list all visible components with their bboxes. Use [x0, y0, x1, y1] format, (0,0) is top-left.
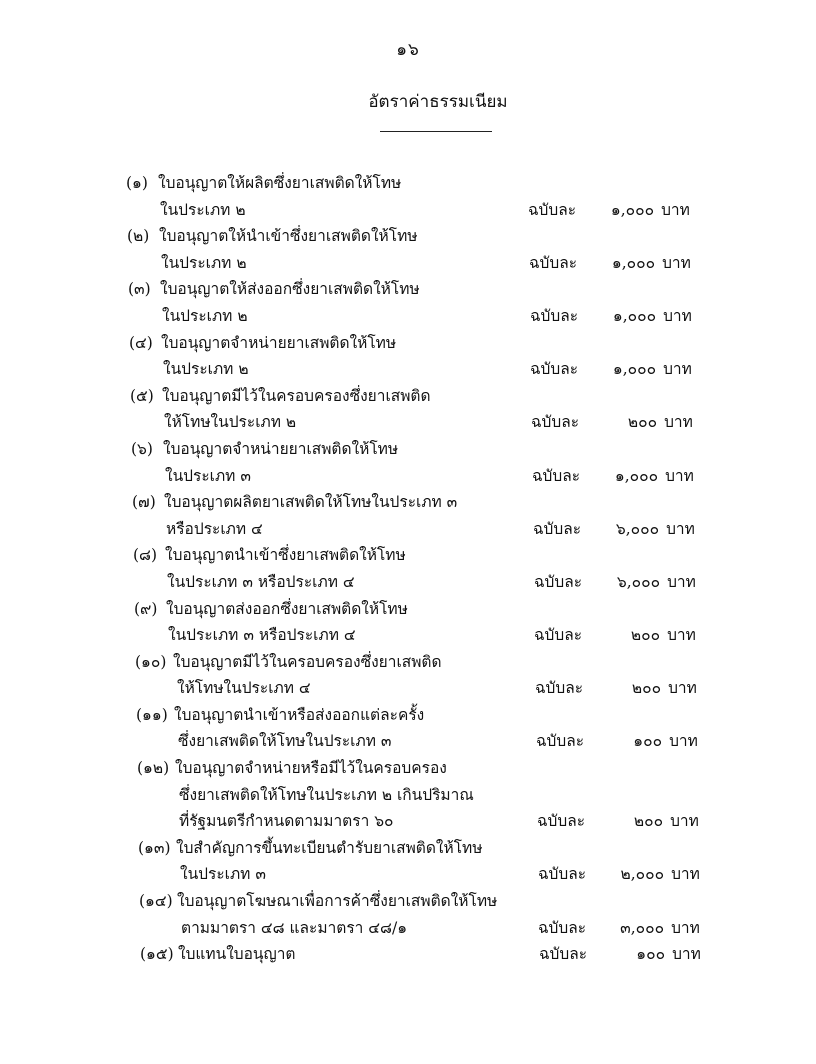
fee-unit: ฉบับละ — [538, 865, 587, 884]
item-description: ซึ่งยาเสพติดให้โทษในประเภท ๓ — [178, 732, 392, 751]
item-description: ใบอนุญาตมีไว้ในครอบครองซึ่งยาเสพติด — [162, 386, 431, 405]
fee-unit: ฉบับละ — [530, 360, 579, 379]
item-number: (๗) — [132, 493, 156, 512]
fee-unit: ฉบับละ — [537, 812, 586, 831]
fee-item — [0, 702, 816, 755]
fee-item — [0, 596, 816, 649]
item-description: ในประเภท ๓ หรือประเภท ๔ — [168, 626, 356, 645]
fee-item-line — [0, 356, 816, 383]
fee-item — [0, 649, 816, 702]
item-number: (๑๔) — [139, 892, 173, 911]
fee-item-line — [0, 303, 816, 330]
item-description: ในประเภท ๒ — [162, 306, 248, 325]
fee-currency: บาท — [662, 253, 691, 272]
item-description: ในประเภท ๒ — [160, 200, 246, 219]
item-number: (๓) — [128, 280, 151, 299]
item-description: ใบอนุญาตผลิตยาเสพติดให้โทษในประเภท ๓ — [164, 493, 458, 512]
fee-unit: ฉบับละ — [533, 519, 582, 538]
fee-item-line — [0, 941, 816, 968]
item-description: ในประเภท ๓ — [165, 466, 251, 485]
fee-item-line — [0, 861, 816, 888]
fee-amount: ๑,๐๐๐ — [610, 200, 655, 219]
item-description: ใบอนุญาตมีไว้ในครอบครองซึ่งยาเสพติด — [173, 652, 442, 671]
fee-item — [0, 542, 816, 595]
title-underline — [380, 131, 492, 132]
item-number: (๕) — [130, 386, 154, 405]
item-description: ใบอนุญาตส่งออกซึ่งยาเสพติดให้โทษ — [166, 599, 408, 618]
fee-amount: ๖,๐๐๐ — [616, 572, 661, 591]
fee-amount: ๒๐๐ — [630, 626, 661, 645]
fee-item-line — [0, 835, 816, 862]
fee-unit: ฉบับละ — [536, 732, 585, 751]
fee-unit: ฉบับละ — [534, 572, 583, 591]
fee-item-line — [0, 728, 816, 755]
fee-item — [0, 888, 816, 941]
fee-amount: ๖,๐๐๐ — [615, 519, 660, 538]
fee-currency: บาท — [663, 306, 692, 325]
item-description: ใบอนุญาตจำหน่ายยาเสพติดให้โทษ — [161, 333, 397, 352]
fee-item-line — [0, 223, 816, 250]
item-number: (๑๐) — [135, 652, 167, 671]
fee-rate — [536, 728, 698, 755]
fee-currency: บาท — [670, 812, 699, 831]
fee-amount: ๓,๐๐๐ — [620, 918, 665, 937]
fee-rate — [534, 622, 696, 649]
fee-item-line — [0, 569, 816, 596]
item-description: ใบอนุญาตจำหน่ายยาเสพติดให้โทษ — [163, 439, 399, 458]
fee-list — [0, 170, 816, 968]
fee-currency: บาท — [667, 572, 696, 591]
fee-unit: ฉบับละ — [530, 306, 579, 325]
fee-currency: บาท — [668, 679, 697, 698]
page-title: อัตราค่าธรรมเนียม — [368, 92, 508, 112]
fee-rate — [528, 197, 690, 224]
fee-item-line — [0, 808, 816, 835]
item-description: ให้โทษในประเภท ๔ — [177, 679, 311, 698]
item-description: ซึ่งยาเสพติดให้โทษในประเภท ๒ เกินปริมาณ — [179, 785, 474, 804]
fee-amount: ๒๐๐ — [633, 812, 664, 831]
fee-item-line — [0, 250, 816, 277]
fee-item-line — [0, 330, 816, 357]
fee-item-line — [0, 675, 816, 702]
fee-amount: ๒,๐๐๐ — [620, 865, 665, 884]
fee-rate — [532, 463, 694, 490]
fee-unit: ฉบับละ — [539, 945, 588, 964]
item-number: (๒) — [127, 227, 150, 246]
fee-currency: บาท — [671, 918, 700, 937]
fee-item — [0, 276, 816, 329]
fee-unit: ฉบับละ — [538, 918, 587, 937]
item-description: ในประเภท ๓ หรือประเภท ๔ — [167, 572, 355, 591]
fee-item-line — [0, 383, 816, 410]
fee-item — [0, 755, 816, 835]
fee-amount: ๑,๐๐๐ — [611, 253, 656, 272]
item-description: ใบแทนใบอนุญาต — [178, 945, 296, 964]
fee-currency: บาท — [669, 732, 698, 751]
item-number: (๑๕) — [140, 945, 174, 964]
fee-currency: บาท — [663, 360, 692, 379]
item-description: ใบอนุญาตให้นำเข้าซึ่งยาเสพติดให้โทษ — [159, 227, 418, 246]
item-description: ใบอนุญาตให้ส่งออกซึ่งยาเสพติดให้โทษ — [160, 280, 420, 299]
item-description: ใบสำคัญการขึ้นทะเบียนตำรับยาเสพติดให้โทษ — [176, 838, 483, 857]
item-description: ใบอนุญาตให้ผลิตซึ่งยาเสพติดให้โทษ — [158, 174, 402, 192]
item-number: (๑) — [126, 174, 148, 192]
fee-rate — [537, 808, 699, 835]
item-description: ใบอนุญาตจำหน่ายหรือมีไว้ในครอบครอง — [175, 759, 447, 778]
item-number: (๙) — [134, 599, 158, 618]
fee-unit: ฉบับละ — [531, 413, 580, 432]
fee-item-line — [0, 489, 816, 516]
item-description: หรือประเภท ๔ — [166, 519, 263, 538]
fee-currency: บาท — [664, 413, 693, 432]
item-number: (๔) — [129, 333, 153, 352]
item-number: (๑๒) — [137, 759, 170, 778]
fee-item-line — [0, 888, 816, 915]
fee-amount: ๑,๐๐๐ — [612, 306, 657, 325]
fee-rate — [530, 303, 692, 330]
fee-unit: ฉบับละ — [528, 200, 577, 219]
item-number: (๘) — [133, 546, 158, 565]
fee-rate — [539, 941, 701, 968]
fee-item-line — [0, 755, 816, 782]
item-description: ใบอนุญาตนำเข้าหรือส่งออกแต่ละครั้ง — [174, 705, 425, 724]
fee-unit: ฉบับละ — [535, 679, 584, 698]
fee-currency: บาท — [665, 466, 694, 485]
item-description: ในประเภท ๒ — [161, 253, 247, 272]
fee-rate — [534, 569, 696, 596]
fee-unit: ฉบับละ — [532, 466, 581, 485]
item-number: (๑๓) — [138, 838, 171, 857]
fee-item-line — [0, 436, 816, 463]
fee-item — [0, 170, 816, 223]
fee-item-line — [0, 596, 816, 623]
fee-rate — [531, 409, 693, 436]
fee-amount: ๑,๐๐๐ — [612, 360, 657, 379]
fee-item — [0, 330, 816, 383]
fee-amount: ๒๐๐ — [631, 679, 662, 698]
item-description: ที่รัฐมนตรีกำหนดตามมาตรา ๖๐ — [179, 812, 394, 831]
fee-rate — [538, 915, 700, 942]
fee-currency: บาท — [667, 626, 696, 645]
item-description: ใบอนุญาตนำเข้าซึ่งยาเสพติดให้โทษ — [165, 546, 406, 565]
fee-currency: บาท — [672, 945, 701, 964]
fee-amount: ๑๐๐ — [636, 945, 666, 964]
fee-item-line — [0, 622, 816, 649]
item-description: ในประเภท ๒ — [163, 360, 249, 379]
fee-item-line — [0, 542, 816, 569]
fee-rate — [533, 516, 695, 543]
fee-currency: บาท — [661, 200, 690, 219]
fee-item — [0, 489, 816, 542]
fee-item — [0, 436, 816, 489]
fee-item-line — [0, 702, 816, 729]
fee-rate — [535, 675, 697, 702]
fee-unit: ฉบับละ — [534, 626, 583, 645]
fee-item-line — [0, 276, 816, 303]
fee-currency: บาท — [671, 865, 700, 884]
item-description: ในประเภท ๓ — [180, 865, 266, 884]
fee-item — [0, 835, 816, 888]
fee-item-line — [0, 170, 816, 197]
item-number: (๖) — [131, 439, 153, 458]
item-description: ใบอนุญาตโฆษณาเพื่อการค้าซึ่งยาเสพติดให้โทษ — [177, 892, 498, 911]
fee-item-line — [0, 409, 816, 436]
fee-rate — [538, 861, 700, 888]
fee-amount: ๑๐๐ — [633, 732, 663, 751]
fee-rate — [530, 356, 692, 383]
fee-item-line — [0, 782, 816, 809]
fee-amount: ๒๐๐ — [627, 413, 658, 432]
fee-item-line — [0, 463, 816, 490]
fee-item — [0, 383, 816, 436]
fee-unit: ฉบับละ — [529, 253, 578, 272]
fee-currency: บาท — [666, 519, 695, 538]
item-description: ตามมาตรา ๔๘ และมาตรา ๔๘/๑ — [181, 918, 408, 937]
fee-rate — [529, 250, 691, 277]
fee-item — [0, 941, 816, 968]
item-description: ให้โทษในประเภท ๒ — [164, 413, 297, 432]
fee-item — [0, 223, 816, 276]
item-number: (๑๑) — [136, 705, 168, 724]
fee-amount: ๑,๐๐๐ — [614, 466, 659, 485]
fee-item-line — [0, 516, 816, 543]
page-number: ๑๖ — [396, 40, 420, 60]
fee-item-line — [0, 649, 816, 676]
fee-item-line — [0, 915, 816, 942]
fee-item-line — [0, 197, 816, 224]
